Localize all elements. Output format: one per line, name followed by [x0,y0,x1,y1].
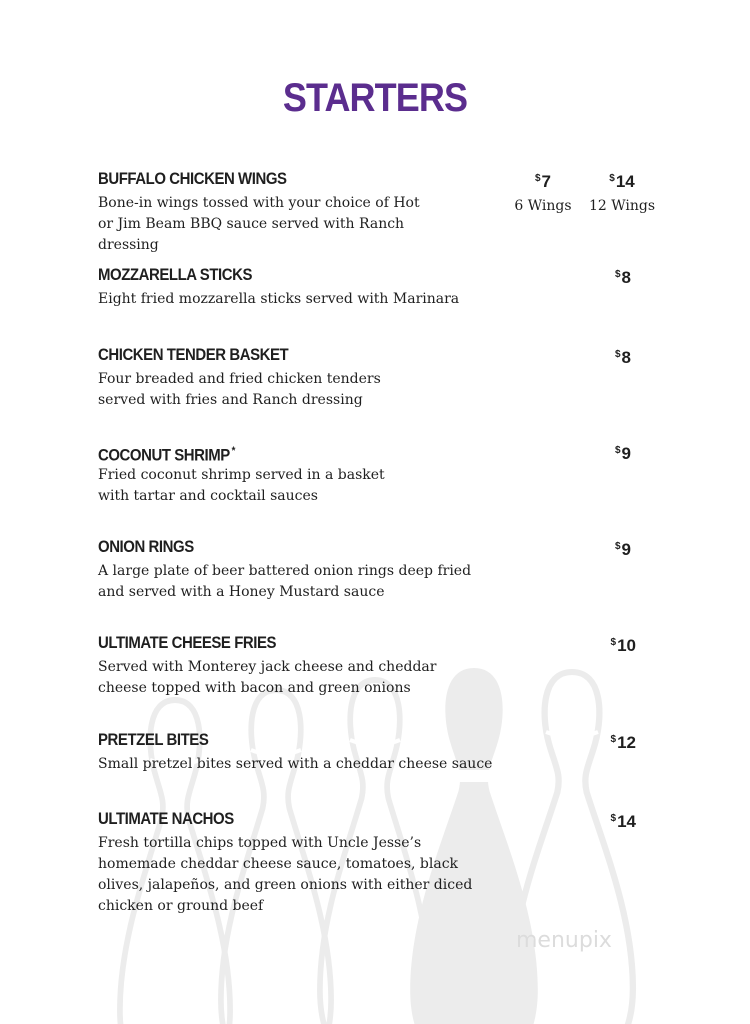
currency-symbol: $ [534,173,541,184]
price-label: 6 Wings [514,198,572,214]
item-description: Eight fried mozzarella sticks served with Marinara [98,291,460,307]
item-name: CHICKEN TENDER BASKET [98,345,289,364]
currency-symbol: $ [610,734,617,745]
price-value: 9 [621,444,631,463]
item-price [571,264,631,289]
item-name: MOZZARELLA STICKS [98,265,253,284]
item-price [576,808,636,833]
menu-item-ultimate-cheese-fries [98,632,658,699]
item-description: Fried coconut shrimp served in a basket with tartar and cocktail sauces [98,467,385,504]
item-price [571,536,631,561]
price-6-wings [498,168,588,217]
currency-symbol: $ [614,541,621,552]
item-description: Four breaded and fried chicken tenders served with fries and Ranch dressing [98,371,381,408]
menu-item-ultimate-nachos [98,808,658,917]
item-price [576,729,636,754]
menu-item-pretzel-bites [98,729,658,775]
item-name: ONION RINGS [98,537,194,556]
price-value: 8 [621,268,631,287]
menu-item-onion-rings [98,536,658,603]
item-description: Small pretzel bites served with a cheddar cheese sauce [98,756,493,772]
item-description: Served with Monterey jack cheese and cheddar cheese topped with bacon and green onions [98,659,437,696]
menu-item-mozzarella-sticks [98,264,658,310]
price-value: 10 [617,636,636,655]
item-name: ULTIMATE NACHOS [98,809,234,828]
price-value: 7 [541,172,552,191]
currency-symbol: $ [610,637,617,648]
menu-item-chicken-tender-basket [98,344,658,411]
item-name: BUFFALO CHICKEN WINGS [98,169,287,188]
menupix-watermark: menupix [516,928,612,953]
item-description: Fresh tortilla chips topped with Uncle Jesse’s homemade cheddar cheese sauce, tomatoes, black olives, jalapeños, and green onions with either diced chicken or ground beef [98,835,473,914]
price-12-wings [577,168,667,217]
item-price [571,440,631,465]
currency-symbol: $ [614,445,621,456]
price-value: 14 [615,172,635,191]
price-value: 9 [621,540,631,559]
item-description: A large plate of beer battered onion rings deep fried and served with a Honey Mustard sauce [98,563,472,600]
menu-item-buffalo-chicken-wings [98,168,658,256]
item-price [571,344,631,369]
item-name: ULTIMATE CHEESE FRIES [98,633,277,652]
item-name: PRETZEL BITES [98,730,209,749]
currency-symbol: $ [614,349,621,360]
item-note-asterisk: * [231,445,235,457]
currency-symbol: $ [609,173,615,184]
menu-item-coconut-shrimp [98,440,658,507]
currency-symbol: $ [614,269,621,280]
item-name: COCONUT SHRIMP * [98,445,235,465]
price-value: 14 [617,812,636,831]
item-price [576,632,636,657]
price-value: 8 [621,348,631,367]
page-title: STARTERS [282,76,468,120]
item-description: Bone-in wings tossed with your choice of Hot or Jim Beam BBQ sauce served with Ranch dressing [98,195,420,253]
price-label: 12 Wings [588,198,656,214]
currency-symbol: $ [610,813,617,824]
price-value: 12 [617,733,636,752]
